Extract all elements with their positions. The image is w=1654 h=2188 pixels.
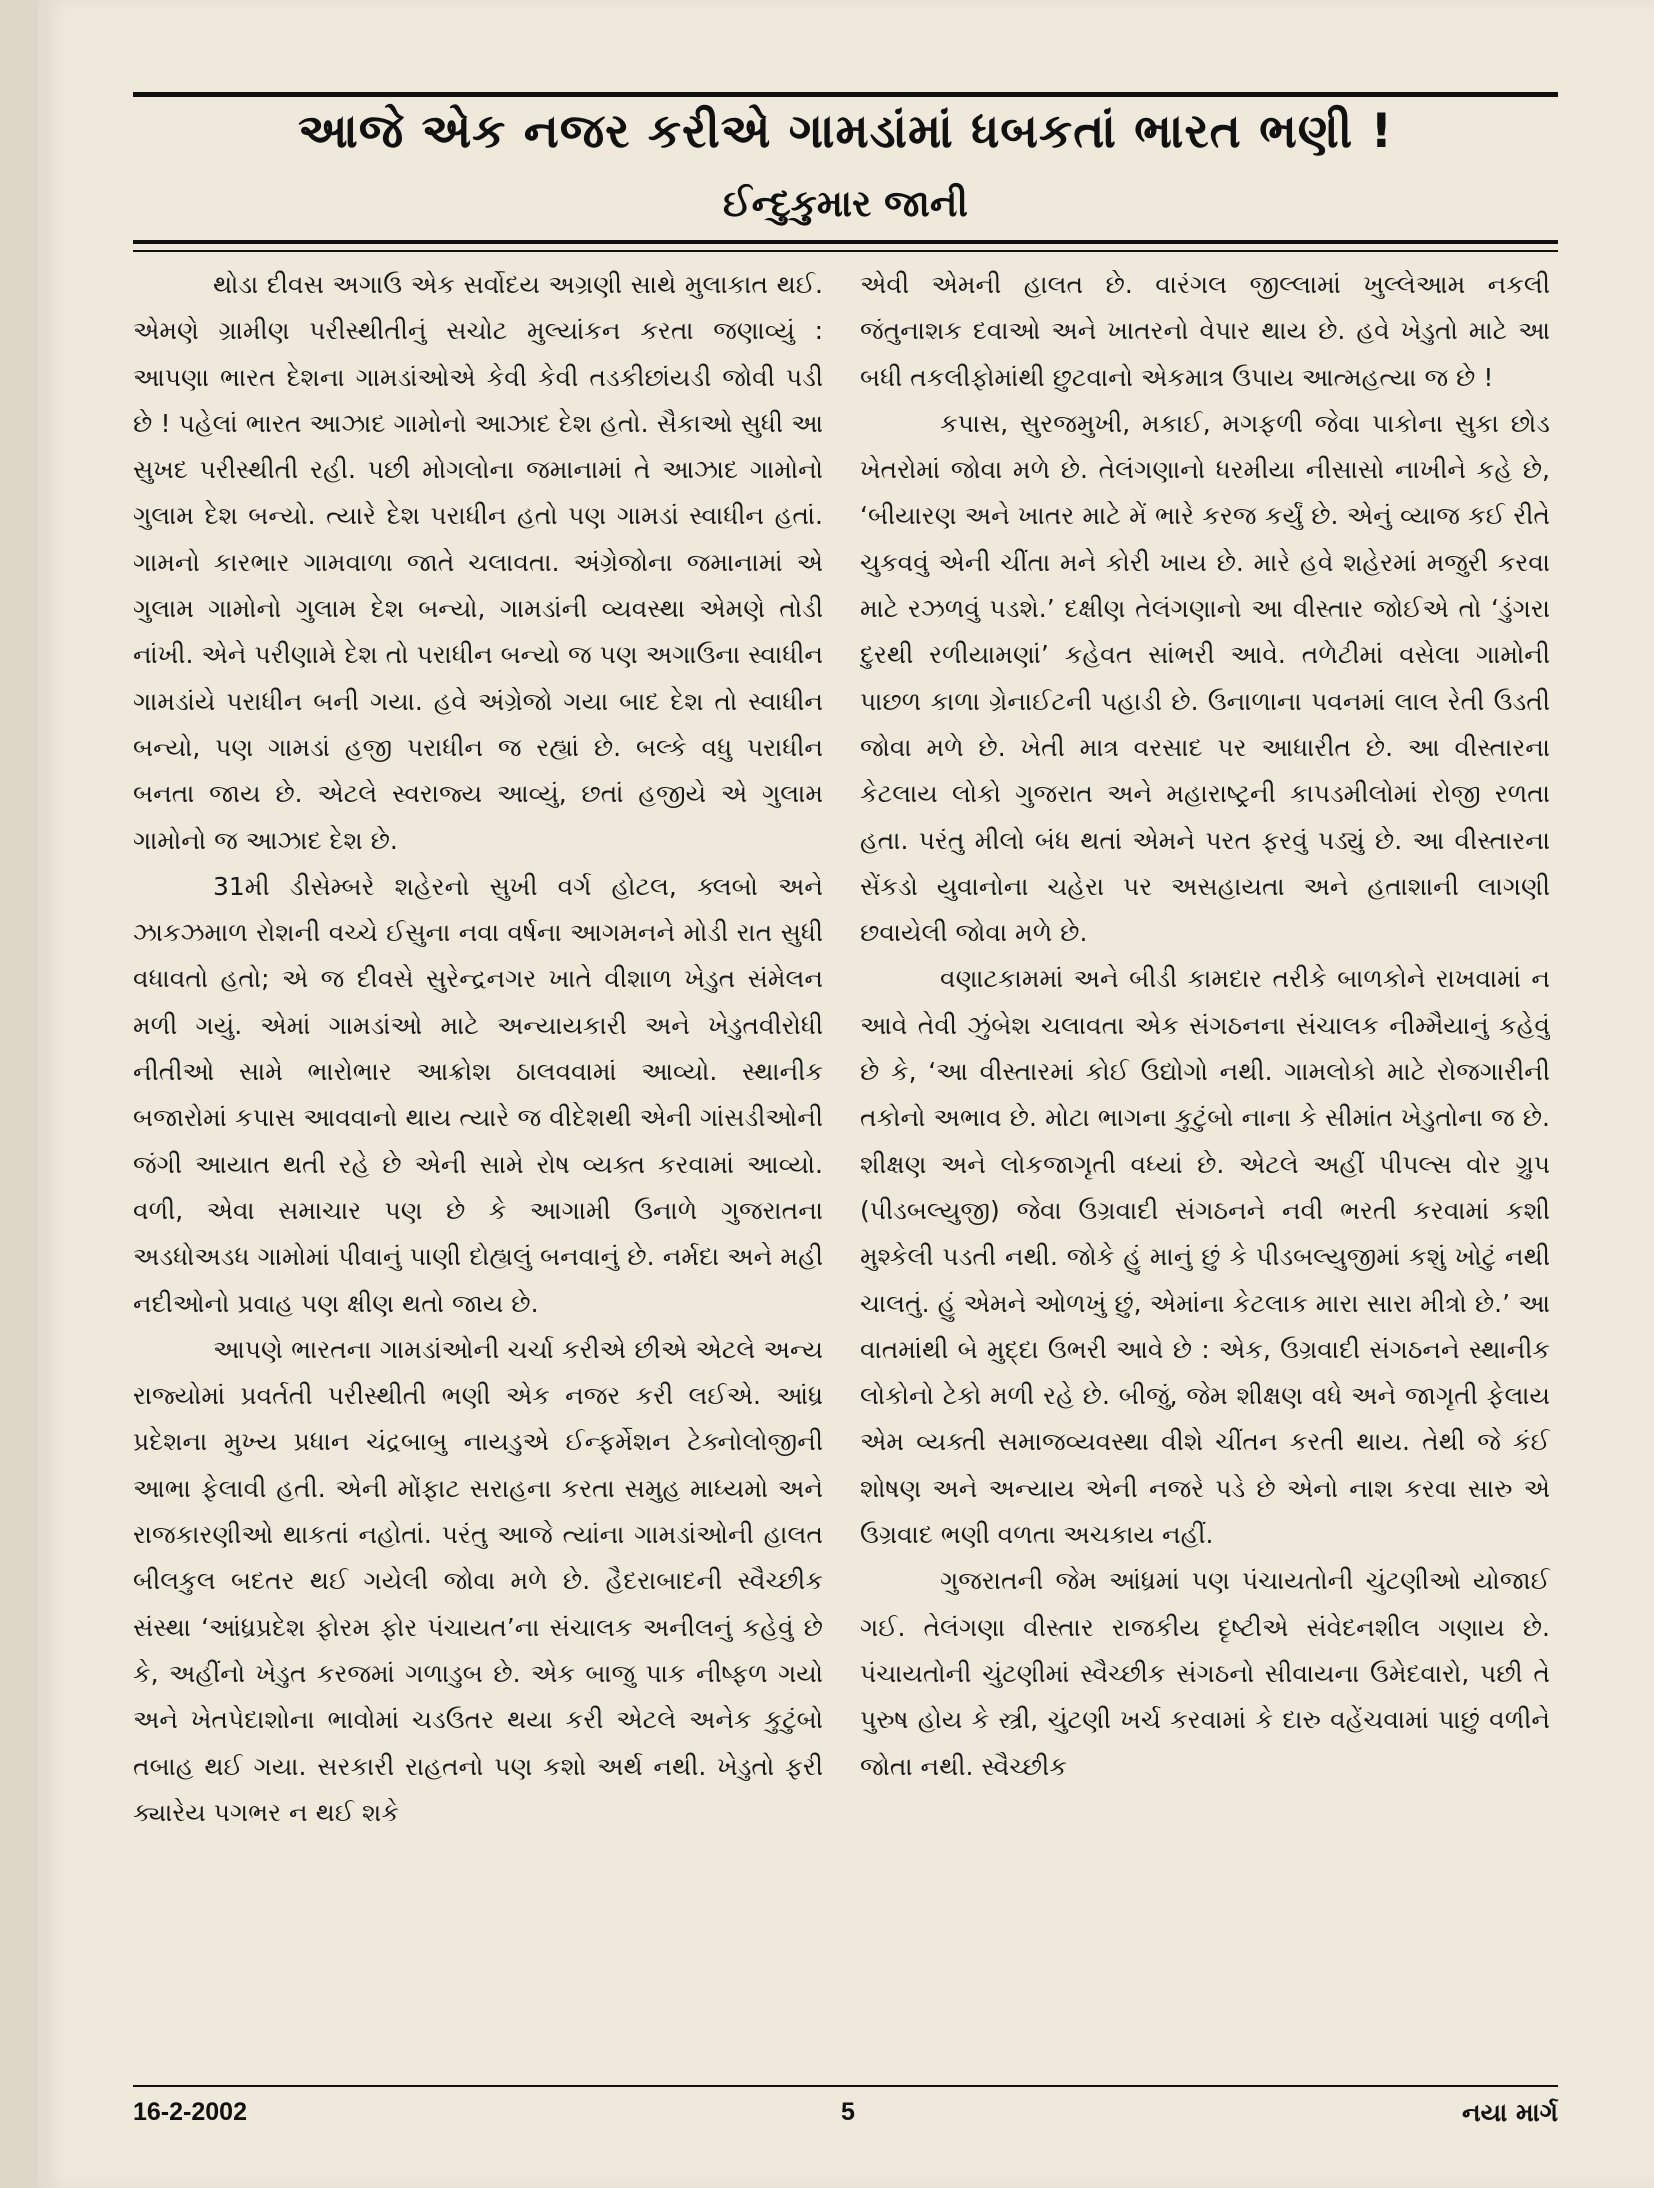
paragraph: ગુજરાતની જેમ આંધ્રમાં પણ પંચાયતોની ચુંટણીઓ યોજાઈ ગઈ. તેલંગણા વીસ્તાર રાજકીય દૃષ્ટીએ સંવેદનશીલ ગણાય છે. પંચાયતોની ચુંટણીમાં સ્વૈચ્છીક સંગઠનો સીવાયના ઉમેદવારો, પછી તે પુરુષ હોય કે સ્ત્રી, ચુંટણી ખર્ચ કરવામાં કે દારુ વહેંચવામાં પાછું વળીને જોતા નથી. સ્વૈચ્છીક [860,1566,1550,1781]
article-headline: આજે એક નજર કરીએ ગામડાંમાં ધબકતાં ભારત ભણી ! [297,104,1394,159]
header-rule-thick [133,240,1558,244]
issue-date: 16-2-2002 [133,2098,247,2126]
paragraph: વણાટકામમાં અને બીડી કામદાર તરીકે બાળકોને રાખવામાં ન આવે તેવી ઝુંબેશ ચલાવતા એક સંગઠનના સંચાલક નીમ્મૈયાનું કહેવું છે કે, ‘આ વીસ્તારમાં કોઈ ઉદ્યોગો નથી. ગામલોકો માટે રોજગારીની તકોનો અભાવ છે. મોટા ભાગના કુટુંબો નાના કે સીમાંત ખેડુતોના જ છે. શીક્ષણ અને લોકજાગૃતી વધ્યાં છે. એટલે અહીં પીપલ્સ વોર ગ્રુપ (પીડબલ્યુજી) જેવા ઉગ્રવાદી સંગઠનને નવી ભરતી કરવામાં કશી મુશ્કેલી પડતી નથી. જોકે હું માનું છું કે પીડબલ્યુજીમાં કશું ખોટું નથી ચાલતું. હું એમને ઓળખું છું, એમાંના કેટલાક મારા સારા મીત્રો છે.’ આ વાતમાંથી બે મુદ્દા ઉભરી આવે છે : એક, ઉગ્રવાદી સંગઠનને સ્થાનીક લોકોનો ટેકો મળી રહે છે. બીજું, જેમ શીક્ષણ વધે અને જાગૃતી ફેલાય એમ વ્યક્તી સમાજવ્યવસ્થા વીશે ચીંતન કરતી થાય. તેથી જે કંઈ શોષણ અને અન્યાય એની નજરે પડે છે એનો નાશ કરવા સારુ એ ઉગ્રવાદ ભણી વળતા અચકાય નહીં. [860,964,1550,1550]
left-column [133,262,823,2057]
paragraph: એવી એમની હાલત છે. વારંગલ જીલ્લામાં ખુલ્લેઆમ નકલી જંતુનાશક દવાઓ અને ખાતરનો વેપાર થાય છે. હવે ખેડુતો માટે આ બધી તકલીફોમાંથી છુટવાનો એકમાત્ર ઉપાય આત્મહત્યા જ છે ! [860,270,1550,392]
paragraph: થોડા દીવસ અગાઉ એક સર્વોદય અગ્રણી સાથે મુલાકાત થઈ. એમણે ગ્રામીણ પરીસ્થીતીનું સચોટ મુલ્યાંકન કરતા જણાવ્યું : આપણા ભારત દેશના ગામડાંઓએ કેવી કેવી તડકીછાંયડી જોવી પડી છે ! પહેલાં ભારત આઝાદ ગામોનો આઝાદ દેશ હતો. સૈકાઓ સુધી આ સુખદ પરીસ્થીતી રહી. પછી મોગલોના જમાનામાં તે આઝાદ ગામોનો ગુલામ દેશ બન્યો. ત્યારે દેશ પરાધીન હતો પણ ગામડાં સ્વાધીન હતાં. ગામનો કારભાર ગામવાળા જાતે ચલાવતા. અંગ્રેજોના જમાનામાં એ ગુલામ ગામોનો ગુલામ દેશ બન્યો, ગામડાંની વ્યવસ્થા એમણે તોડી નાંખી. એને પરીણામે દેશ તો પરાધીન બન્યો જ પણ અગાઉના સ્વાધીન ગામડાંયે પરાધીન બની ગયા. હવે અંગ્રેજો ગયા બાદ દેશ તો સ્વાધીન બન્યો, પણ ગામડાં હજી પરાધીન જ રહ્યાં છે. બલ્કે વધુ પરાધીન બનતા જાય છે. એટલે સ્વરાજ્ય આવ્યું, છતાં હજીયે એ ગુલામ ગામોનો જ આઝાદ દેશ છે. [133,270,823,855]
article-author: ઈન્દુકુમાર જાની [723,182,968,225]
paragraph: 31મી ડીસેમ્બરે શહેરનો સુખી વર્ગ હોટલ, ક્લબો અને ઝાકઝમાળ રોશની વચ્ચે ઈસુના નવા વર્ષના આગમનને મોડી રાત સુધી વધાવતો હતો; એ જ દીવસે સુરેન્દ્રનગર ખાતે વીશાળ ખેડુત સંમેલન મળી ગયું. એમાં ગામડાંઓ માટે અન્યાયકારી અને ખેડુતવીરોધી નીતીઓ સામે ભારોભાર આક્રોશ ઠાલવવામાં આવ્યો. સ્થાનીક બજારોમાં કપાસ આવવાનો થાય ત્યારે જ વીદેશથી એની ગાંસડીઓની જંગી આયાત થતી રહે છે એની સામે રોષ વ્યક્ત કરવામાં આવ્યો. વળી, એવા સમાચાર પણ છે કે આગામી ઉનાળે ગુજરાતના અડધોઅડધ ગામોમાં પીવાનું પાણી દોહ્યલું બનવાનું છે. નર્મદા અને મહી નદીઓનો પ્રવાહ પણ ક્ષીણ થતો જાય છે. [133,871,823,1318]
paragraph: આપણે ભારતના ગામડાંઓની ચર્ચા કરીએ છીએ એટલે અન્ય રાજ્યોમાં પ્રવર્તતી પરીસ્થીતી ભણી એક નજર કરી લઈએ. આંધ્ર પ્રદેશના મુખ્ય પ્રધાન ચંદ્રબાબુ નાયડુએ ઈન્ફર્મેશન ટેક્નોલોજીની આભા ફેલાવી હતી. એની મોંફાટ સરાહના કરતા સમુહ માધ્યમો અને રાજકારણીઓ થાકતાં નહોતાં. પરંતુ આજે ત્યાંના ગામડાંઓની હાલત બીલકુલ બદતર થઈ ગયેલી જોવા મળે છે. હૈદરાબાદની સ્વૈચ્છીક સંસ્થા ‘આંધ્રપ્રદેશ ફોરમ ફોર પંચાયત’ના સંચાલક અનીલનું કહેવું છે કે, અહીંનો ખેડુત કરજમાં ગળાડુબ છે. એક બાજુ પાક નીષ્ફળ ગયો અને ખેતપેદાશોના ભાવોમાં ચડઉતર થયા કરી એટલે અનેક કુટુંબો તબાહ થઈ ગયા. સરકારી રાહતનો પણ કશો અર્થ નથી. ખેડુતો ફરી ક્યારેય પગભર ન થઈ શકે [133,1334,823,1827]
magazine-name: નયા માર્ગ [1462,2098,1558,2127]
paragraph: કપાસ, સુરજમુખી, મકાઈ, મગફળી જેવા પાકોના સુકા છોડ ખેતરોમાં જોવા મળે છે. તેલંગણાનો ધરમીયા નીસાસો નાખીને કહે છે, ‘બીયારણ અને ખાતર માટે મેં ભારે કરજ કર્યું છે. એનું વ્યાજ કઈ રીતે ચુકવવું એની ચીંતા મને કોરી ખાય છે. મારે હવે શહેરમાં મજુરી કરવા માટે રઝળવું પડશે.’ દક્ષીણ તેલંગણાનો આ વીસ્તાર જોઈએ તો ‘ડુંગરા દુરથી રળીયામણાં’ કહેવત સાંભરી આવે. તળેટીમાં વસેલા ગામોની પાછળ કાળા ગ્રેનાઈટની પહાડી છે. ઉનાળાના પવનમાં લાલ રેતી ઉડતી જોવા મળે છે. ખેતી માત્ર વરસાદ પર આધારીત છે. આ વીસ્તારના કેટલાય લોકો ગુજરાત અને મહારાષ્ટ્રની કાપડમીલોમાં રોજી રળતા હતા. પરંતુ મીલો બંધ થતાં એમને પરત ફરવું પડ્યું છે. આ વીસ્તારના સેંકડો યુવાનોના ચહેરા પર અસહાયતા અને હતાશાની લાગણી છવાયેલી જોવા મળે છે. [860,408,1550,948]
header-rule-thin [133,250,1558,252]
magazine-page [38,0,1654,2188]
page-number: 5 [841,2098,855,2126]
footer-rule [133,2085,1558,2087]
top-rule [133,92,1558,97]
right-column [860,262,1550,2057]
